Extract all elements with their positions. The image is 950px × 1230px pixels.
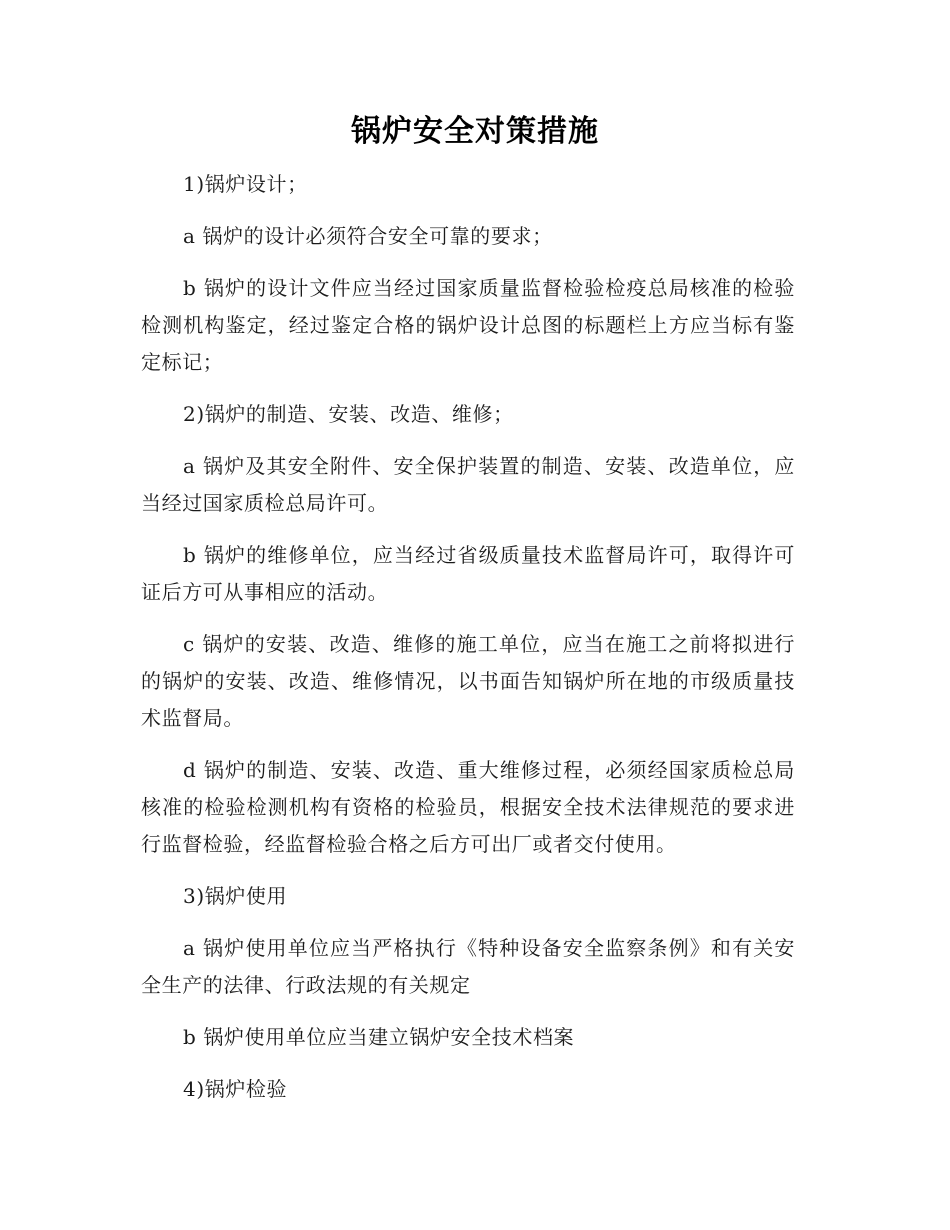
paragraph-inspection-heading: 4)锅炉检验 bbox=[183, 1077, 288, 1101]
paragraph: b 锅炉的维修单位，应当经过省级质量技术监督局许可，取得许可证后方可从事相应的活动。 bbox=[141, 543, 795, 604]
paragraph: b 锅炉使用单位应当建立锅炉安全技术档案 bbox=[183, 1025, 575, 1049]
paragraph-usage-heading: 3)锅炉使用 bbox=[183, 884, 288, 908]
paragraph: b 锅炉的设计文件应当经过国家质量监督检验检疫总局核准的检验检测机构鉴定，经过鉴定合格的锅炉设计总图的标题栏上方应当标有鉴定标记； bbox=[141, 276, 795, 374]
paragraph: d 锅炉的制造、安装、改造、重大维修过程，必须经国家质检总局核准的检验检测机构有资格的检验员，根据安全技术法律规范的要求进行监督检验，经监督检验合格之后方可出厂或者交付使用。 bbox=[141, 758, 795, 856]
paragraph: c 锅炉的安装、改造、维修的施工单位，应当在施工之前将拟进行的锅炉的安装、改造、维修情况，以书面告知锅炉所在地的市级质量技术监督局。 bbox=[141, 632, 795, 730]
paragraph: a 锅炉使用单位应当严格执行《特种设备安全监察条例》和有关安全生产的法律、行政法规的有关规定 bbox=[141, 936, 795, 997]
paragraph-design-heading: 1)锅炉设计； bbox=[183, 172, 308, 196]
paragraph: a 锅炉及其安全附件、安全保护装置的制造、安装、改造单位，应当经过国家质检总局许可。 bbox=[141, 454, 795, 515]
paragraph-manufacture-heading: 2)锅炉的制造、安装、改造、维修； bbox=[183, 402, 514, 426]
paragraph: a 锅炉的设计必须符合安全可靠的要求； bbox=[183, 224, 553, 248]
document-title: 锅炉安全对策措施 bbox=[351, 114, 599, 149]
document-body bbox=[141, 166, 795, 1123]
